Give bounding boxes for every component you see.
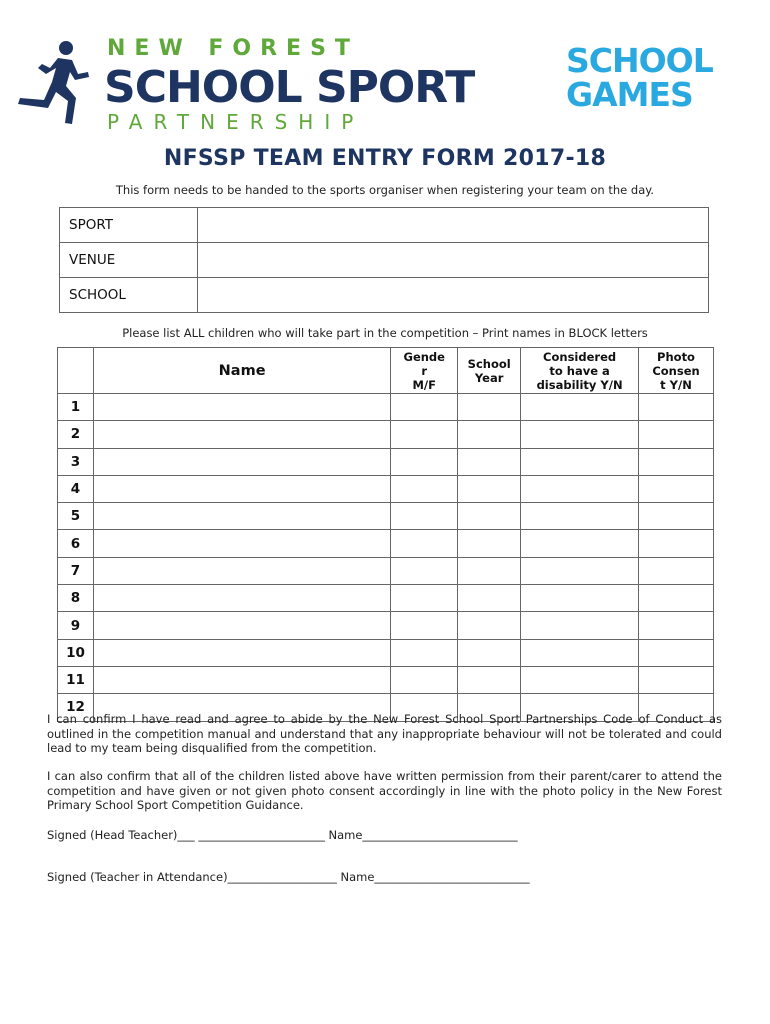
school-year-header bbox=[458, 348, 521, 394]
disability-cell[interactable] bbox=[521, 612, 639, 639]
row-number: 5 bbox=[58, 503, 94, 530]
gender-cell[interactable] bbox=[391, 612, 458, 639]
gender-header bbox=[391, 348, 458, 394]
row-number: 4 bbox=[58, 475, 94, 502]
name-cell[interactable] bbox=[93, 612, 390, 639]
school-games-logo bbox=[566, 41, 750, 120]
gender-cell[interactable] bbox=[391, 585, 458, 612]
logo-line-school-sport: SCHOOL SPORT bbox=[104, 62, 475, 113]
gender-cell[interactable] bbox=[391, 639, 458, 666]
disability-cell[interactable] bbox=[521, 394, 639, 421]
school-year-header-line1: School bbox=[467, 356, 511, 371]
name-cell[interactable] bbox=[93, 530, 390, 557]
row-number: 6 bbox=[58, 530, 94, 557]
table-row bbox=[58, 421, 714, 448]
venue-label: VENUE bbox=[60, 243, 198, 278]
row-number: 2 bbox=[58, 421, 94, 448]
gender-cell[interactable] bbox=[391, 448, 458, 475]
photo-consent-cell[interactable] bbox=[639, 394, 714, 421]
school-year-header-line2: Year bbox=[474, 370, 504, 385]
table-header-row bbox=[58, 348, 714, 394]
runner-icon bbox=[12, 38, 92, 134]
school-games-line2: GAMES bbox=[566, 75, 693, 114]
info-row-sport bbox=[60, 208, 709, 243]
gender-cell[interactable] bbox=[391, 475, 458, 502]
school-year-cell[interactable] bbox=[458, 503, 521, 530]
photo-header-line1: Photo bbox=[657, 349, 695, 364]
info-row-venue bbox=[60, 243, 709, 278]
photo-header-line2: Consen bbox=[652, 363, 700, 378]
school-label: SCHOOL bbox=[60, 278, 198, 313]
photo-consent-cell[interactable] bbox=[639, 666, 714, 693]
name-cell[interactable] bbox=[93, 666, 390, 693]
number-header bbox=[58, 348, 94, 394]
row-number: 9 bbox=[58, 612, 94, 639]
table-row bbox=[58, 612, 714, 639]
school-year-cell[interactable] bbox=[458, 421, 521, 448]
table-row bbox=[58, 503, 714, 530]
row-number: 8 bbox=[58, 585, 94, 612]
school-year-cell[interactable] bbox=[458, 394, 521, 421]
info-row-school bbox=[60, 278, 709, 313]
name-cell[interactable] bbox=[93, 503, 390, 530]
table-row bbox=[58, 475, 714, 502]
disability-cell[interactable] bbox=[521, 530, 639, 557]
photo-consent-cell[interactable] bbox=[639, 612, 714, 639]
nfssp-logo bbox=[12, 34, 532, 134]
disability-cell[interactable] bbox=[521, 448, 639, 475]
photo-consent-cell[interactable] bbox=[639, 475, 714, 502]
disability-cell[interactable] bbox=[521, 503, 639, 530]
school-field[interactable] bbox=[198, 278, 709, 313]
school-year-cell[interactable] bbox=[458, 475, 521, 502]
school-year-cell[interactable] bbox=[458, 448, 521, 475]
event-info-table bbox=[59, 207, 709, 313]
disability-cell[interactable] bbox=[521, 475, 639, 502]
intro-text: This form needs to be handed to the sports organiser when registering your team on the day. bbox=[115, 183, 655, 197]
photo-header-line3: t Y/N bbox=[660, 377, 692, 392]
photo-consent-cell[interactable] bbox=[639, 448, 714, 475]
row-number: 12 bbox=[58, 694, 94, 721]
row-number: 11 bbox=[58, 666, 94, 693]
name-cell[interactable] bbox=[93, 557, 390, 584]
gender-cell[interactable] bbox=[391, 503, 458, 530]
sport-field[interactable] bbox=[198, 208, 709, 243]
head-teacher-signature-line[interactable]: Signed (Head Teacher)___ ______________________ Name___________________________ bbox=[47, 828, 518, 842]
table-row bbox=[58, 448, 714, 475]
gender-cell[interactable] bbox=[391, 394, 458, 421]
school-year-cell[interactable] bbox=[458, 666, 521, 693]
logo-line-partnership: PARTNERSHIP bbox=[107, 110, 365, 134]
school-year-cell[interactable] bbox=[458, 612, 521, 639]
school-games-line1: SCHOOL bbox=[566, 41, 713, 80]
disability-header-line3: disability Y/N bbox=[536, 377, 623, 392]
row-number: 1 bbox=[58, 394, 94, 421]
disability-cell[interactable] bbox=[521, 639, 639, 666]
photo-consent-cell[interactable] bbox=[639, 421, 714, 448]
name-cell[interactable] bbox=[93, 448, 390, 475]
sport-label: SPORT bbox=[60, 208, 198, 243]
name-cell[interactable] bbox=[93, 585, 390, 612]
photo-consent-cell[interactable] bbox=[639, 557, 714, 584]
name-header: Name bbox=[93, 348, 390, 394]
teacher-attendance-signature-line[interactable]: Signed (Teacher in Attendance)___________________ Name___________________________ bbox=[47, 870, 530, 884]
disability-cell[interactable] bbox=[521, 421, 639, 448]
venue-field[interactable] bbox=[198, 243, 709, 278]
gender-cell[interactable] bbox=[391, 530, 458, 557]
disability-header-line1: Considered bbox=[543, 349, 617, 364]
disability-cell[interactable] bbox=[521, 585, 639, 612]
code-of-conduct-statement: I can confirm I have read and agree to abide by the New Forest School Sport Partnerships Code of Conduct as outlined in the competition manual and understand that any inappropriate behaviour will not be tolerated and could lead to my team being disqualified from the competition. bbox=[47, 712, 722, 755]
name-cell[interactable] bbox=[93, 394, 390, 421]
gender-cell[interactable] bbox=[391, 421, 458, 448]
form-title: NFSSP TEAM ENTRY FORM 2017-18 bbox=[163, 146, 607, 171]
school-year-cell[interactable] bbox=[458, 557, 521, 584]
gender-header-line2: r bbox=[421, 363, 428, 378]
photo-consent-cell[interactable] bbox=[639, 585, 714, 612]
gender-cell[interactable] bbox=[391, 666, 458, 693]
name-cell[interactable] bbox=[93, 639, 390, 666]
table-row bbox=[58, 394, 714, 421]
logo-line-new-forest: NEW FOREST bbox=[107, 36, 359, 61]
gender-header-line1: Gende bbox=[403, 349, 445, 364]
disability-header bbox=[521, 348, 639, 394]
row-number: 10 bbox=[58, 639, 94, 666]
photo-consent-header bbox=[639, 348, 714, 394]
table-row bbox=[58, 557, 714, 584]
table-row bbox=[58, 585, 714, 612]
photo-consent-statement: I can also confirm that all of the children listed above have written permission from their parent/carer to attend the competition and have given or not given photo consent accordingly in line with the photo policy in the New Forest Primary School Sport Competition Guidance. bbox=[47, 769, 722, 812]
photo-consent-cell[interactable] bbox=[639, 639, 714, 666]
children-table bbox=[57, 347, 714, 722]
gender-header-line3: M/F bbox=[412, 377, 436, 392]
disability-cell[interactable] bbox=[521, 557, 639, 584]
name-cell[interactable] bbox=[93, 475, 390, 502]
table-row bbox=[58, 666, 714, 693]
table-row bbox=[58, 639, 714, 666]
row-number: 3 bbox=[58, 448, 94, 475]
school-year-cell[interactable] bbox=[458, 530, 521, 557]
photo-consent-cell[interactable] bbox=[639, 503, 714, 530]
school-year-cell[interactable] bbox=[458, 585, 521, 612]
disability-header-line2: to have a bbox=[549, 363, 610, 378]
photo-consent-cell[interactable] bbox=[639, 530, 714, 557]
table-row bbox=[58, 530, 714, 557]
children-table-body bbox=[58, 394, 714, 722]
disability-cell[interactable] bbox=[521, 666, 639, 693]
school-year-cell[interactable] bbox=[458, 639, 521, 666]
list-instructions: Please list ALL children who will take part in the competition – Print names in BLOCK letters bbox=[122, 326, 648, 340]
row-number: 7 bbox=[58, 557, 94, 584]
name-cell[interactable] bbox=[93, 421, 390, 448]
gender-cell[interactable] bbox=[391, 557, 458, 584]
